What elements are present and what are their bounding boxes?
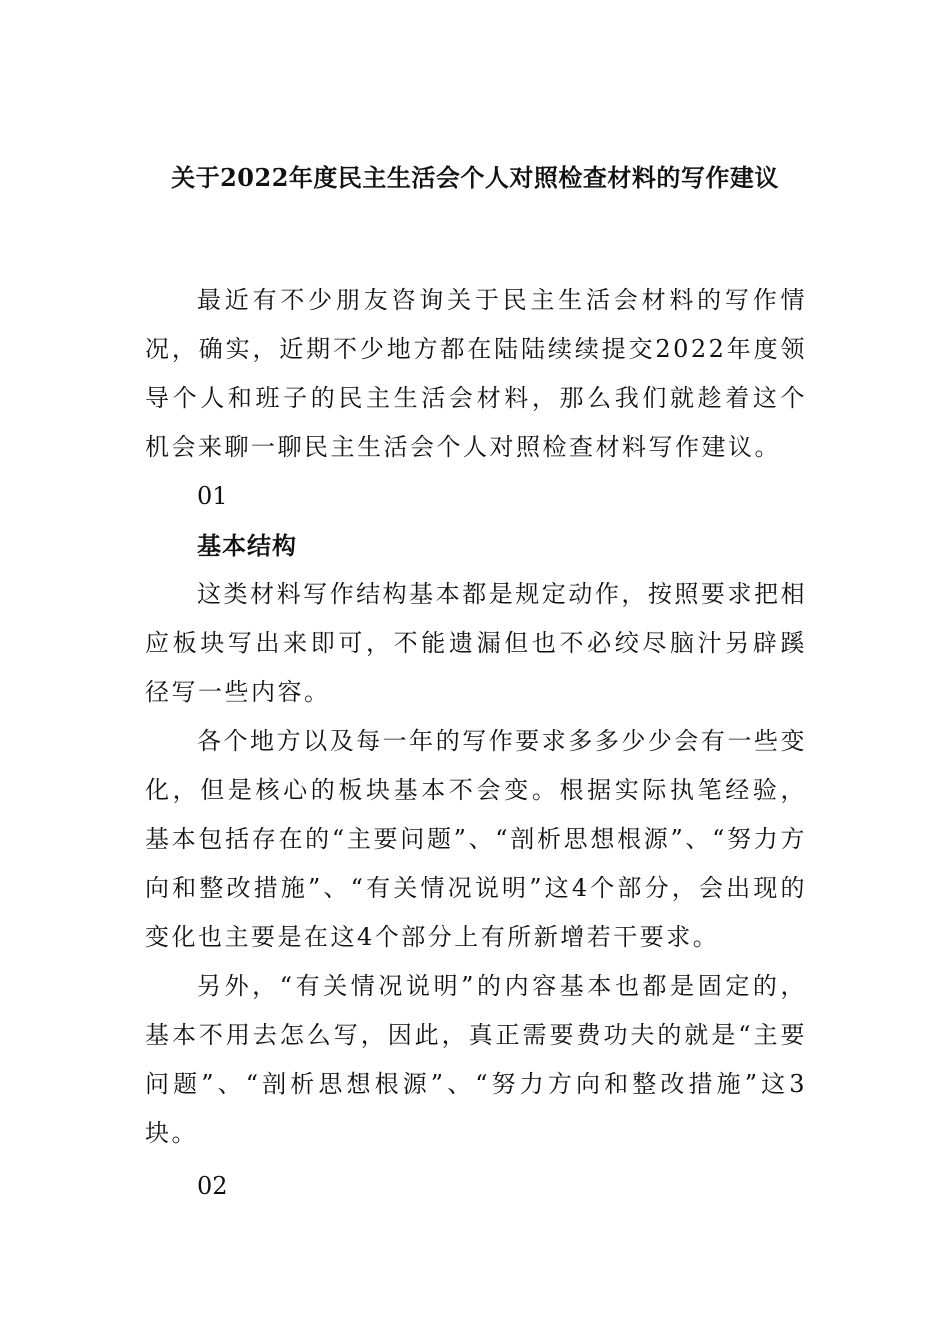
section-2-number: 02 (197, 1172, 228, 1200)
section-1-paragraph-2: 各个地方以及每一年的写作要求多多少少会有一些变化，但是核心的板块基本不会变。根据实际执笔经验，基本包括存在的“主要问题”、“剖析思想根源”、“努力方向和整改措施”、“有关情况说明”这4个部分，会出现的变化也主要是在这4个部分上有所新增若干要求。 (145, 727, 807, 951)
document-title: 关于2022年度民主生活会个人对照检查材料的写作建议 (171, 163, 779, 192)
section-1-number: 01 (197, 482, 228, 510)
section-1-paragraph-3: 另外，“有关情况说明”的内容基本也都是固定的，基本不用去怎么写，因此，真正需要费功夫的就是“主要问题”、“剖析思想根源”、“努力方向和整改措施”这3块。 (145, 972, 807, 1147)
section-1-paragraph-1: 这类材料写作结构基本都是规定动作，按照要求把相应板块写出来即可，不能遗漏但也不必绞尽脑汁另辟蹊径写一些内容。 (145, 580, 807, 706)
intro-paragraph: 最近有不少朋友咨询关于民主生活会材料的写作情况，确实，近期不少地方都在陆陆续续提交2022年度领导个人和班子的民主生活会材料，那么我们就趁着这个机会来聊一聊民主生活会个人对照检查材料写作建议。 (145, 286, 807, 461)
section-1-heading: 基本结构 (197, 531, 297, 560)
document-body (145, 276, 807, 1211)
